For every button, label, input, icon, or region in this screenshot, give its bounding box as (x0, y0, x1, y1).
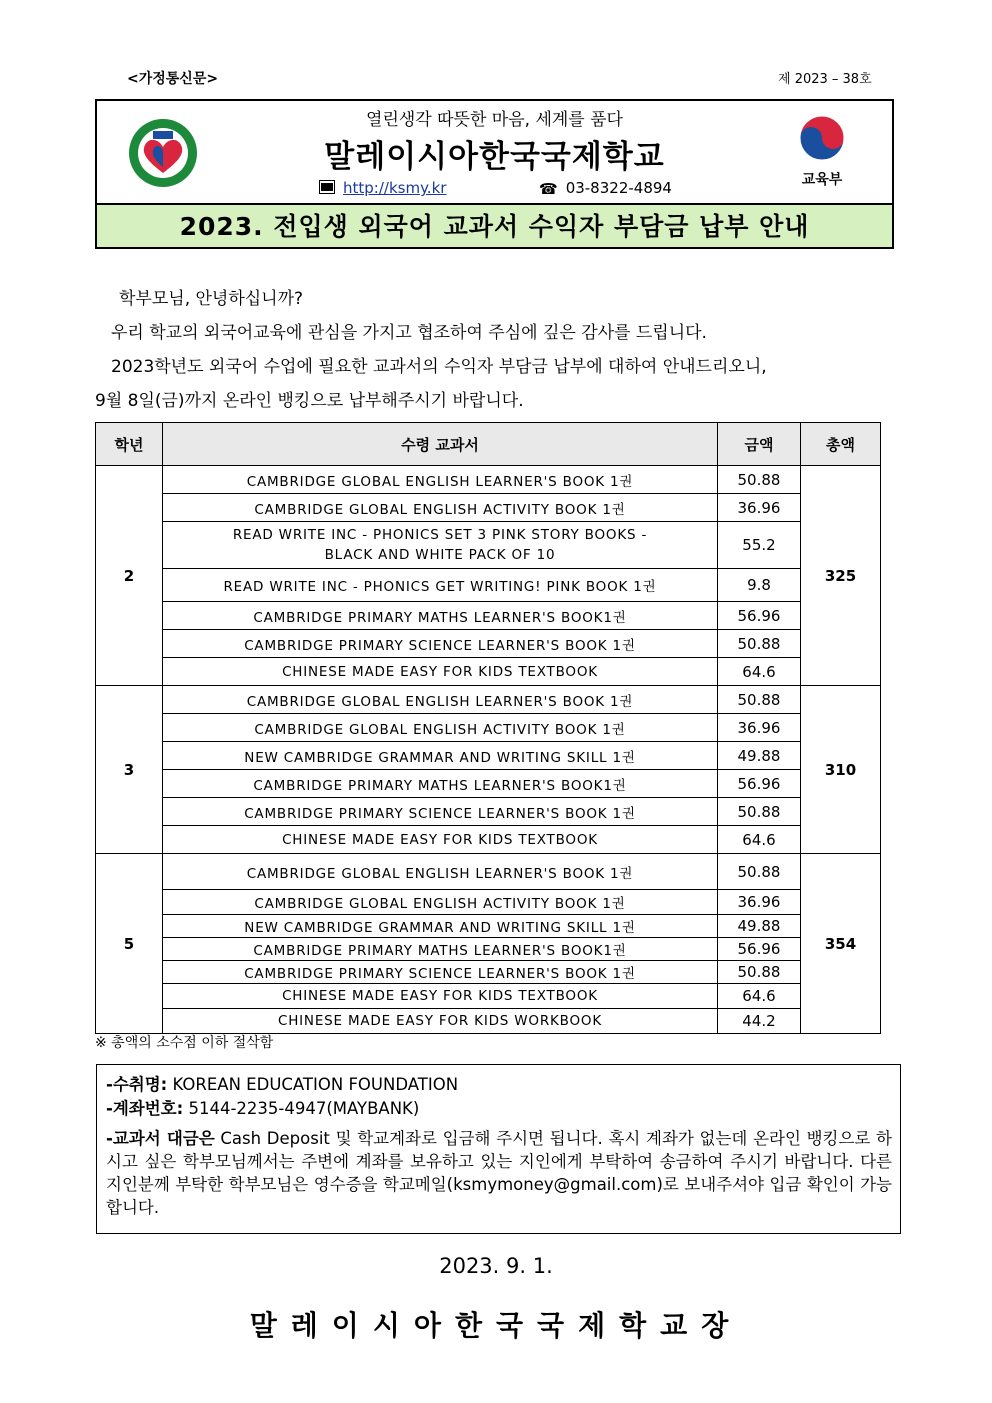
price-cell: 56.96 (718, 602, 801, 630)
table-row (96, 854, 881, 890)
payee-label: -수취명: (106, 1075, 168, 1094)
ministry-logo (787, 113, 857, 189)
table-row (96, 630, 881, 658)
book-title-line1: READ WRITE INC - PHONICS SET 3 PINK STORY BOOKS - (232, 527, 648, 543)
greeting: 학부모님, 안녕하십니까? (119, 289, 304, 309)
table-header-row (96, 423, 881, 466)
grade-cell: 5 (96, 854, 163, 1034)
total-cell: 354 (801, 854, 881, 1034)
book-cell: CAMBRIDGE GLOBAL ENGLISH LEARNER'S BOOK 1권 (163, 686, 718, 714)
book-cell: NEW CAMBRIDGE GRAMMAR AND WRITING SKILL 1권 (163, 742, 718, 770)
book-cell: CAMBRIDGE PRIMARY MATHS LEARNER'S BOOK1권 (163, 938, 718, 961)
book-cell: CAMBRIDGE GLOBAL ENGLISH ACTIVITY BOOK 1권 (163, 494, 718, 522)
table-row (96, 658, 881, 686)
letterhead (95, 99, 894, 249)
book-cell: CAMBRIDGE GLOBAL ENGLISH ACTIVITY BOOK 1권 (163, 714, 718, 742)
payment-instructions (106, 1127, 892, 1219)
price-cell: 44.2 (718, 1009, 801, 1034)
book-cell: CAMBRIDGE GLOBAL ENGLISH ACTIVITY BOOK 1권 (163, 890, 718, 915)
header-textbook: 수령 교과서 (163, 423, 718, 466)
school-slogan: 열린생각 따뜻한 마음, 세계를 품다 (366, 110, 623, 130)
table-row (96, 1009, 881, 1034)
table-row (96, 494, 881, 522)
table-row (96, 714, 881, 742)
book-cell: CAMBRIDGE PRIMARY SCIENCE LEARNER'S BOOK 1권 (163, 961, 718, 984)
price-cell: 64.6 (718, 826, 801, 854)
table-row (96, 466, 881, 494)
book-cell: NEW CAMBRIDGE GRAMMAR AND WRITING SKILL 1권 (163, 915, 718, 938)
document-type-label: <가정통신문> (127, 71, 219, 87)
home-icon (319, 180, 335, 198)
table-row (96, 686, 881, 714)
table-row (96, 890, 881, 915)
table-row (96, 569, 881, 602)
phone-icon: ☎ (539, 179, 558, 198)
textbook-fee-table (95, 422, 881, 1034)
ministry-name: 교육부 (801, 172, 843, 188)
payment-info-box (96, 1064, 901, 1234)
notice-text: 2023학년도 외국어 수업에 필요한 교과서의 수익자 부담금 납부에 대하여 안내드리오니, (111, 357, 767, 377)
grade-cell: 2 (96, 466, 163, 686)
total-cell: 325 (801, 466, 881, 686)
table-row (96, 915, 881, 938)
table-note: ※ 총액의 소수점 이하 절삭함 (95, 1035, 274, 1051)
document-number: 제 2023 – 38호 (778, 72, 872, 87)
notice-title: 2023. 전입생 외국어 교과서 수익자 부담금 납부 안내 (97, 203, 892, 247)
book-cell: CHINESE MADE EASY FOR KIDS TEXTBOOK (163, 826, 718, 854)
book-cell: CHINESE MADE EASY FOR KIDS WORKBOOK (163, 1009, 718, 1034)
book-cell: CAMBRIDGE GLOBAL ENGLISH LEARNER'S BOOK 1권 (163, 854, 718, 890)
price-cell: 49.88 (718, 742, 801, 770)
price-cell: 64.6 (718, 658, 801, 686)
website-contact (319, 179, 446, 198)
website-link[interactable]: http://ksmy.kr (343, 179, 447, 197)
phone-contact (539, 179, 672, 198)
table-row (96, 938, 881, 961)
account-value: 5144-2235-4947(MAYBANK) (188, 1099, 420, 1118)
price-cell: 50.88 (718, 466, 801, 494)
price-cell: 49.88 (718, 915, 801, 938)
price-cell: 9.8 (718, 569, 801, 602)
price-cell: 50.88 (718, 854, 801, 890)
book-cell: CAMBRIDGE PRIMARY MATHS LEARNER'S BOOK1권 (163, 602, 718, 630)
table-row (96, 961, 881, 984)
payment-label: -교과서 대금은 (106, 1129, 215, 1148)
price-cell: 36.96 (718, 890, 801, 915)
table-row (96, 602, 881, 630)
account-line (106, 1095, 419, 1119)
price-cell: 55.2 (718, 522, 801, 569)
price-cell: 50.88 (718, 961, 801, 984)
price-cell: 36.96 (718, 494, 801, 522)
account-label: -계좌번호: (106, 1099, 184, 1118)
price-cell: 36.96 (718, 714, 801, 742)
table-row (96, 742, 881, 770)
header-price: 금액 (718, 423, 801, 466)
book-cell: CHINESE MADE EASY FOR KIDS TEXTBOOK (163, 984, 718, 1009)
issue-date: 2023. 9. 1. (439, 1254, 553, 1278)
table-row (96, 984, 881, 1009)
book-cell: CHINESE MADE EASY FOR KIDS TEXTBOOK (163, 658, 718, 686)
price-cell: 50.88 (718, 630, 801, 658)
book-cell: CAMBRIDGE PRIMARY MATHS LEARNER'S BOOK1권 (163, 770, 718, 798)
price-cell: 50.88 (718, 686, 801, 714)
school-name: 말레이시아한국국제학교 (324, 139, 665, 175)
book-title-line2: BLACK AND WHITE PACK OF 10 (324, 547, 556, 563)
book-cell: CAMBRIDGE GLOBAL ENGLISH LEARNER'S BOOK 1권 (163, 466, 718, 494)
table-row (96, 770, 881, 798)
price-cell: 56.96 (718, 770, 801, 798)
payee-value: KOREAN EDUCATION FOUNDATION (172, 1075, 459, 1094)
phone-number: 03-8322-4894 (565, 179, 672, 197)
intro-text: 우리 학교의 외국어교육에 관심을 가지고 협조하여 주심에 깊은 감사를 드립니다. (111, 323, 707, 343)
payment-text: Cash Deposit 및 학교계좌로 입금해 주시면 됩니다. 혹시 계좌가 없는데 온라인 뱅킹으로 하시고 싶은 학부모님께서는 주변에 계좌를 보유하고 있는 지인에게 부탁하여 송금하여 주시기 바랍니다. 다른 지인분께 부탁한 학부모님은 영수증을 학교메일(ksmymoney@gmail.com)로 보내주셔야 입금 확인이 가능합니다. (106, 1129, 892, 1217)
table-row (96, 798, 881, 826)
book-cell: READ WRITE INC - PHONICS GET WRITING! PINK BOOK 1권 (163, 569, 718, 602)
header-total: 총액 (801, 423, 881, 466)
payee-line (106, 1071, 458, 1095)
price-cell: 64.6 (718, 984, 801, 1009)
total-cell: 310 (801, 686, 881, 854)
book-cell (163, 522, 718, 569)
deadline-text: 9월 8일(금)까지 온라인 뱅킹으로 납부해주시기 바랍니다. (95, 391, 524, 411)
book-cell: CAMBRIDGE PRIMARY SCIENCE LEARNER'S BOOK 1권 (163, 798, 718, 826)
taegeuk-icon (797, 113, 847, 163)
table-row (96, 522, 881, 569)
header-grade: 학년 (96, 423, 163, 466)
price-cell: 56.96 (718, 938, 801, 961)
grade-cell: 3 (96, 686, 163, 854)
table-row (96, 826, 881, 854)
price-cell: 50.88 (718, 798, 801, 826)
book-cell: CAMBRIDGE PRIMARY SCIENCE LEARNER'S BOOK 1권 (163, 630, 718, 658)
letterhead-upper (97, 101, 892, 202)
principal-signature: 말레이시아한국국제학교장 (249, 1309, 743, 1342)
